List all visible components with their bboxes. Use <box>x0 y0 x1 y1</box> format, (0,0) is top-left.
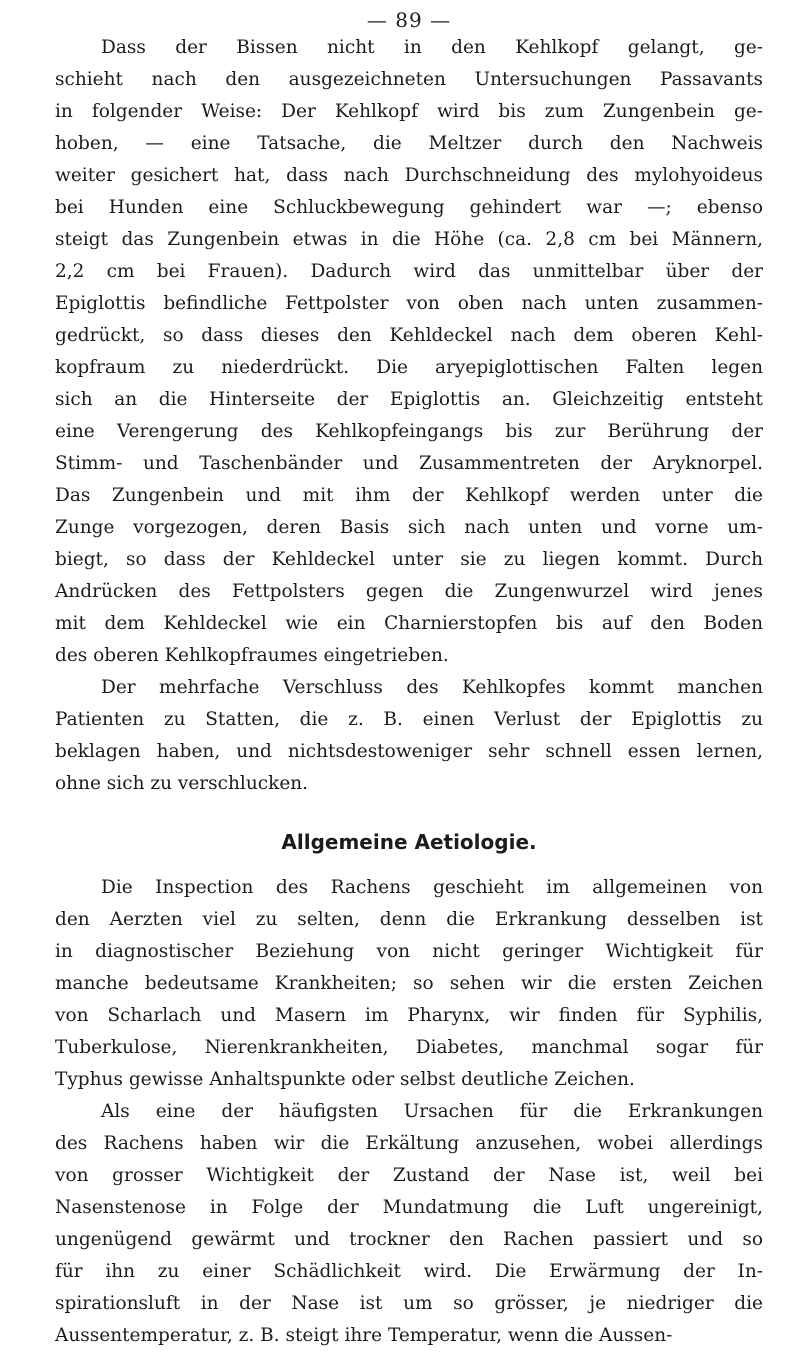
text-line: ungenügend gewärmt und trockner den Rachen passiert und so <box>55 1229 763 1250</box>
text-line: gedrückt, so dass dieses den Kehldeckel nach dem oberen Kehl- <box>55 325 763 346</box>
text-line: 2,2 cm bei Frauen). Dadurch wird das unmittelbar über der <box>55 261 763 282</box>
text-line: bei Hunden eine Schluckbewegung gehindert war —; ebenso <box>55 197 763 218</box>
text-line: Zunge vorgezogen, deren Basis sich nach unten und vorne um- <box>55 517 763 538</box>
paragraph-4 <box>55 1096 763 1352</box>
book-page <box>55 0 763 1352</box>
text-line: schieht nach den ausgezeichneten Untersuchungen Passavants <box>55 69 763 90</box>
text-line: Patienten zu Statten, die z. B. einen Verlust der Epiglottis zu <box>55 709 763 730</box>
text-line: Dass der Bissen nicht in den Kehlkopf gelangt, ge- <box>101 37 763 58</box>
text-line: ohne sich zu verschlucken. <box>55 773 309 794</box>
text-line: des Rachens haben wir die Erkältung anzusehen, wobei allerdings <box>55 1133 763 1154</box>
text-line: Die Inspection des Rachens geschieht im allgemeinen von <box>101 877 763 898</box>
text-line: beklagen haben, und nichtsdestoweniger sehr schnell essen lernen, <box>55 741 763 762</box>
text-line: Als eine der häufigsten Ursachen für die Erkrankungen <box>101 1101 763 1122</box>
text-line: weiter gesichert hat, dass nach Durchschneidung des mylohyoideus <box>55 165 763 186</box>
text-line: Typhus gewisse Anhaltspunkte oder selbst deutliche Zeichen. <box>55 1069 635 1090</box>
text-line: manche bedeutsame Krankheiten; so sehen wir die ersten Zeichen <box>55 973 763 994</box>
text-line: den Aerzten viel zu selten, denn die Erkrankung desselben ist <box>55 909 763 930</box>
text-line: Nasenstenose in Folge der Mundatmung die Luft ungereinigt, <box>55 1197 763 1218</box>
paragraph-2 <box>55 672 763 800</box>
text-line: Aussentemperatur, z. B. steigt ihre Temperatur, wenn die Aussen- <box>55 1325 673 1346</box>
text-line: Das Zungenbein und mit ihm der Kehlkopf werden unter die <box>55 485 763 506</box>
paragraph-3 <box>55 872 763 1096</box>
text-line: Der mehrfache Verschluss des Kehlkopfes kommt manchen <box>101 677 763 698</box>
text-line: in folgender Weise: Der Kehlkopf wird bis zum Zungenbein ge- <box>55 101 763 122</box>
text-line: von Scharlach und Masern im Pharynx, wir finden für Syphilis, <box>55 1005 763 1026</box>
text-line: steigt das Zungenbein etwas in die Höhe (ca. 2,8 cm bei Männern, <box>55 229 763 250</box>
text-line: in diagnostischer Beziehung von nicht geringer Wichtigkeit für <box>55 941 763 962</box>
text-line: kopfraum zu niederdrückt. Die aryepiglottischen Falten legen <box>55 357 763 378</box>
page-number: — 89 — <box>366 8 452 32</box>
text-line: spirationsluft in der Nase ist um so grösser, je niedriger die <box>55 1293 763 1314</box>
text-line: eine Verengerung des Kehlkopfeingangs bis zur Berührung der <box>55 421 763 442</box>
text-line: Stimm- und Taschenbänder und Zusammentreten der Aryknorpel. <box>55 453 763 474</box>
text-line: Tuberkulose, Nierenkrankheiten, Diabetes, manchmal sogar für <box>55 1037 763 1058</box>
text-line: mit dem Kehldeckel wie ein Charnierstopfen bis auf den Boden <box>55 613 763 634</box>
paragraph-1 <box>55 32 763 672</box>
text-line: hoben, — eine Tatsache, die Meltzer durch den Nachweis <box>55 133 763 154</box>
text-line: für ihn zu einer Schädlichkeit wird. Die Erwärmung der In- <box>55 1261 763 1282</box>
text-line: des oberen Kehlkopfraumes eingetrieben. <box>55 645 449 666</box>
section-heading: Allgemeine Aetiologie. <box>281 830 537 854</box>
text-line: Epiglottis befindliche Fettpolster von oben nach unten zusammen- <box>55 293 763 314</box>
text-line: Andrücken des Fettpolsters gegen die Zungenwurzel wird jenes <box>55 581 763 602</box>
text-line: von grosser Wichtigkeit der Zustand der Nase ist, weil bei <box>55 1165 763 1186</box>
text-line: sich an die Hinterseite der Epiglottis an. Gleichzeitig entsteht <box>55 389 763 410</box>
text-line: biegt, so dass der Kehldeckel unter sie zu liegen kommt. Durch <box>55 549 763 570</box>
